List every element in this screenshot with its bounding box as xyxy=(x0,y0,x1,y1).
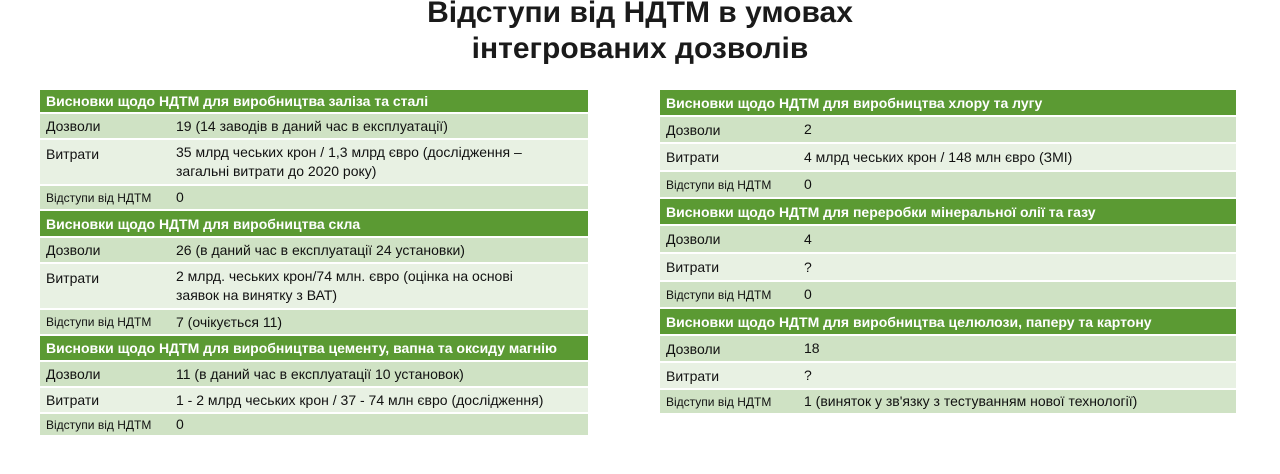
row-label: Витрати xyxy=(40,140,170,186)
row-label: Дозволи xyxy=(660,226,798,254)
row-label: Відступи від НДТМ xyxy=(40,310,170,336)
row-value: 7 (очікується 11) xyxy=(170,310,588,336)
table-row xyxy=(40,264,588,310)
row-value: 0 xyxy=(170,186,588,211)
row-label: Відступи від НДТМ xyxy=(40,186,170,211)
row-label: Дозволи xyxy=(40,114,170,140)
row-value: 18 xyxy=(798,336,1236,363)
row-label: Витрати xyxy=(40,264,170,310)
row-value-line: заявок на винятку з ВАТ) xyxy=(176,287,338,303)
right-bat-table xyxy=(660,90,1236,415)
row-value-line: загальні витрати до 2020 року) xyxy=(176,163,377,179)
table-row xyxy=(660,336,1236,363)
row-label: Відступи від НДТМ xyxy=(40,414,170,437)
row-value: 1 - 2 млрд чеських крон / 37 - 74 млн євро (дослідження) xyxy=(170,388,588,414)
row-label: Дозволи xyxy=(40,362,170,388)
row-label: Дозволи xyxy=(660,117,798,144)
table-row xyxy=(660,254,1236,282)
table-row xyxy=(660,226,1236,254)
row-value: 4 млрд чеських крон / 148 млн євро (ЗМІ) xyxy=(798,144,1236,172)
row-value xyxy=(170,264,588,310)
pulp-paper-header-row xyxy=(660,309,1236,336)
row-value: 2 xyxy=(798,117,1236,144)
chlor-alkali-header-row xyxy=(660,90,1236,117)
glass-header-row xyxy=(40,211,588,238)
table-row xyxy=(40,414,588,437)
row-value: 4 xyxy=(798,226,1236,254)
oil-gas-header: Висновки щодо НДТМ для переробки мінеральної олії та газу xyxy=(660,199,1236,226)
row-label: Відступи від НДТМ xyxy=(660,172,798,199)
row-value: 26 (в даний час в експлуатації 24 установки) xyxy=(170,238,588,264)
chlor-alkali-header: Висновки щодо НДТМ для виробництва хлору та лугу xyxy=(660,90,1236,117)
table-row xyxy=(660,390,1236,415)
glass-header: Висновки щодо НДТМ для виробництва скла xyxy=(40,211,588,238)
table-row xyxy=(660,172,1236,199)
cement-header: Висновки щодо НДТМ для виробництва цементу, вапна та оксиду магнію xyxy=(40,336,588,362)
row-label: Витрати xyxy=(40,388,170,414)
row-value: 1 (виняток у зв'язку з тестуванням нової технології) xyxy=(798,390,1236,415)
pulp-paper-header: Висновки щодо НДТМ для виробництва целюлози, паперу та картону xyxy=(660,309,1236,336)
table-row xyxy=(40,388,588,414)
table-row xyxy=(660,144,1236,172)
cement-header-row xyxy=(40,336,588,362)
row-label: Витрати xyxy=(660,363,798,390)
row-label: Дозволи xyxy=(660,336,798,363)
row-value-line: 2 млрд. чеських крон/74 млн. євро (оцінка на основі xyxy=(176,268,513,284)
table-row xyxy=(660,117,1236,144)
table-row xyxy=(40,140,588,186)
iron-steel-header-row xyxy=(40,90,588,114)
row-value: 0 xyxy=(170,414,588,437)
table-row xyxy=(660,363,1236,390)
row-value: ? xyxy=(798,363,1236,390)
row-label: Витрати xyxy=(660,254,798,282)
slide-title-line-2: інтегрованих дозволів xyxy=(471,32,809,65)
row-value: 0 xyxy=(798,282,1236,309)
row-label: Витрати xyxy=(660,144,798,172)
row-value: ? xyxy=(798,254,1236,282)
table-row xyxy=(40,114,588,140)
row-label: Відступи від НДТМ xyxy=(660,390,798,415)
row-value: 0 xyxy=(798,172,1236,199)
iron-steel-header: Висновки щодо НДТМ для виробництва заліза та сталі xyxy=(40,90,588,114)
table-row xyxy=(40,238,588,264)
table-row xyxy=(40,362,588,388)
row-value: 19 (14 заводів в даний час в експлуатації) xyxy=(170,114,588,140)
row-value: 11 (в даний час в експлуатації 10 установок) xyxy=(170,362,588,388)
oil-gas-header-row xyxy=(660,199,1236,226)
table-row xyxy=(40,310,588,336)
row-value-line: 35 млрд чеських крон / 1,3 млрд євро (дослідження – xyxy=(176,144,522,160)
row-label: Дозволи xyxy=(40,238,170,264)
left-bat-table xyxy=(40,90,588,437)
row-label: Відступи від НДТМ xyxy=(660,282,798,309)
table-row xyxy=(40,186,588,211)
slide-title-line-1: Відступи від НДТМ в умовах xyxy=(427,0,853,29)
table-row xyxy=(660,282,1236,309)
row-value xyxy=(170,140,588,186)
